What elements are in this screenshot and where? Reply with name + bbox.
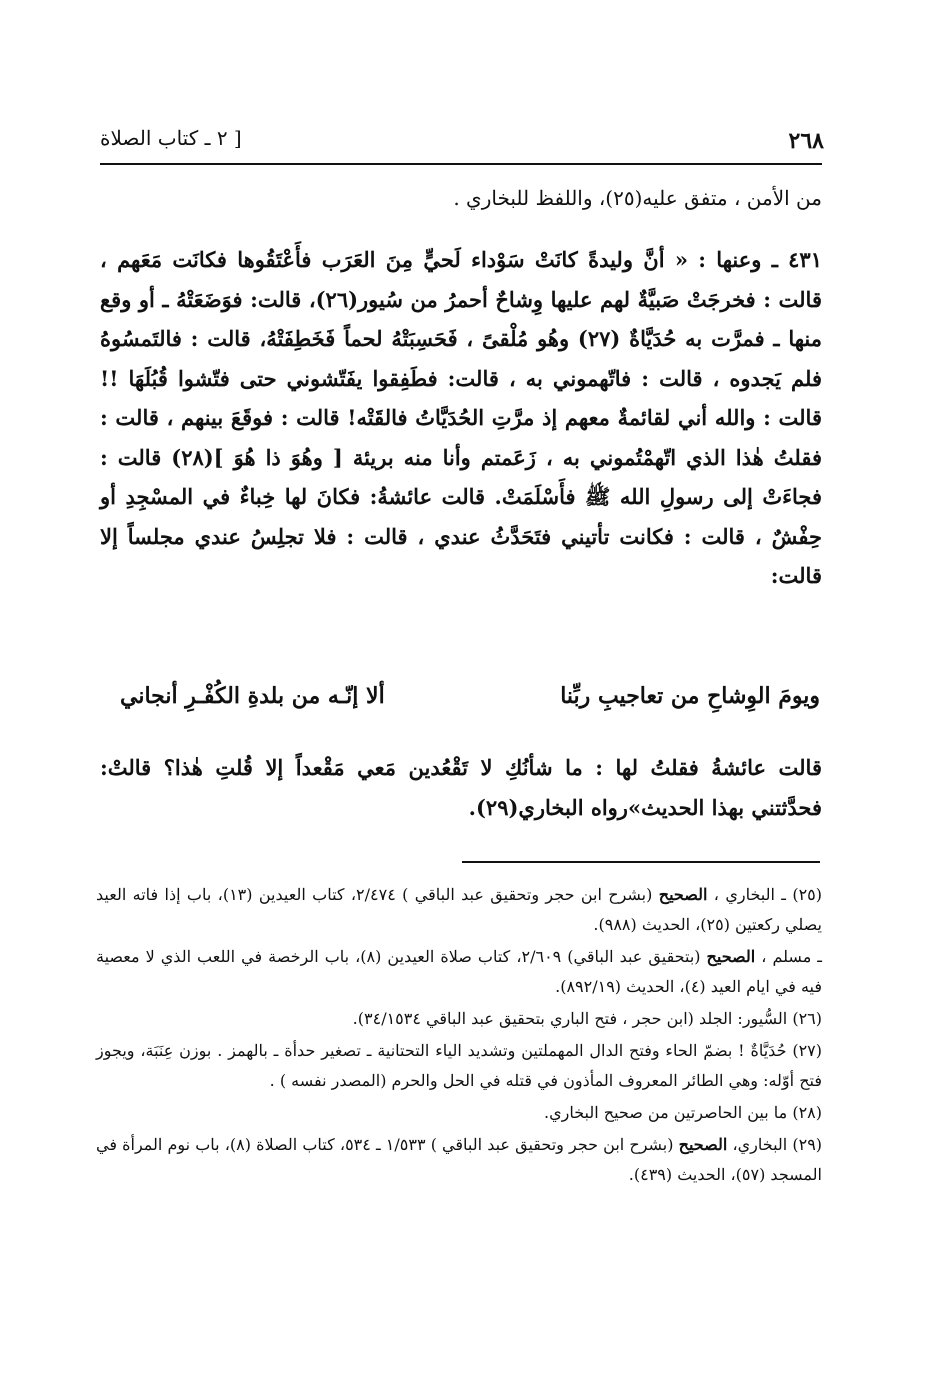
footnote-28: (٢٨) ما بين الحاصرتين من صحيح البخاري. bbox=[543, 1103, 822, 1122]
footnote-26: (٢٦) السُّيور: الجلد (ابن حجر ، فتح الباري بتحقيق عبد الباقي ٣٤/١٥٣٤). bbox=[352, 1009, 822, 1028]
poem-hemistich-second: ألا إنّـه من بلدةِ الكُفْـرِ أنجاني bbox=[120, 683, 385, 709]
header-rule bbox=[100, 163, 822, 165]
closing-text: قالت عائشةُ فقلتُ لها : ما شأنُكِ لا تَقْعُدين مَعي مَقْعداً إلا قُلتِ هٰذا؟ قالتْ: فحدَّثتني بهذا الحديث»رواه البخاري(٢٩). bbox=[100, 755, 822, 820]
intro-line: من الأمن ، متفق عليه(٢٥)، واللفظ للبخاري . bbox=[453, 186, 822, 210]
running-header: [ ٢ ـ كتاب الصلاة bbox=[100, 126, 242, 150]
footnote-25-muslim: ـ مسلم ، الصحيح (بتحقيق عبد الباقي) ٢/٦٠٩، كتاب صلاة العيدين (٨)، باب الرخصة في اللعب الذي لا معصية فيه في ايام العيد (٤)، الحديث (٨٩٢/١٩). bbox=[96, 947, 822, 996]
footnote-29: (٢٩) البخاري، الصحيح (بشرح ابن حجر وتحقيق عبد الباقي ) ١/٥٣٣ ـ ٥٣٤، كتاب الصلاة (٨)، باب نوم المرأة في المسجد (٥٧)، الحديث (٤٣٩). bbox=[96, 1135, 823, 1184]
footnotes bbox=[96, 880, 822, 1192]
hadith-text: ٤٣١ ـ وعنها : « أنَّ وليدةً كانَتْ سَوْداء لَحيٍّ مِنَ العَرَب فأَعْتَقُوها فكانَت مَعَهم ، قالت : فخرجَتْ صَبيَّةٌ لهم عليها وِشاحٌ أحمرُ من سُيور(٢٦)، قالت: فوَضَعَتْهُ ـ أو وقع منها ـ فمرَّت به حُدَيَّاةٌ (٢٧) وهُو مُلْقىً ، فَحَسِبَتْهُ لحماً فَخَطِفَتْهُ، قالت : فالتَمسُوهُ فلم يَجدوه ، قالت : فاتّهموني به ، قالت: فطَفِقوا يفَتّشوني حتى فتّشوا قُبُلَهَا !! قالت : والله أني لقائمةٌ معهم إذ مرَّتِ الحُدَيَّاتُ فالقَتْه! قالت : فوقَعَ بينهم ، قالت : فقلتُ هٰذا الذي اتّهمْتُموني به ، زَعَمتم وأنا منه بريئة [ وهُوَ ذا هُوَ ](٢٨) قالت : فجاءَتْ إلى رسولِ الله ﷺ فأَسْلَمَتْ. قالت عائشةُ: فكانَ لها خِباءٌ في المسْجِدِ أو حِفْشٌ ، قالت : فكانت تأتيني فتَحَدَّثُ عندي ، قالت : فلا تجلِسُ عندي مجلساً إلا قالت: bbox=[100, 247, 822, 588]
page-number: ٢٦٨ bbox=[788, 128, 824, 154]
footnote-25: (٢٥) ـ البخاري ، الصحيح (بشرح ابن حجر وتحقيق عبد الباقي ) ٢/٤٧٤، كتاب العيدين (١٣)، باب إذا فاته العيد يصلي ركعتين (٢٥)، الحديث (٩٨٨). bbox=[96, 885, 823, 934]
poem-verse bbox=[120, 683, 820, 709]
footnote-27: (٢٧) حُدَيَّاةٌ ! بضمّ الحاء وفتح الدال المهملتين وتشديد الياء التحتانية ـ تصغير حدأة ـ بالهمز . بوزن عِنَبَة، ويجوز فتح أوّله: وهي الطائر المعروف المأذون في قتله في الحل والحرم (المصدر نفسه ) . bbox=[96, 1041, 822, 1090]
poem-hemistich-first: ويومَ الوِشاحِ من تعاجيبِ ربِّنا bbox=[560, 683, 820, 709]
footnote-rule bbox=[462, 861, 820, 863]
